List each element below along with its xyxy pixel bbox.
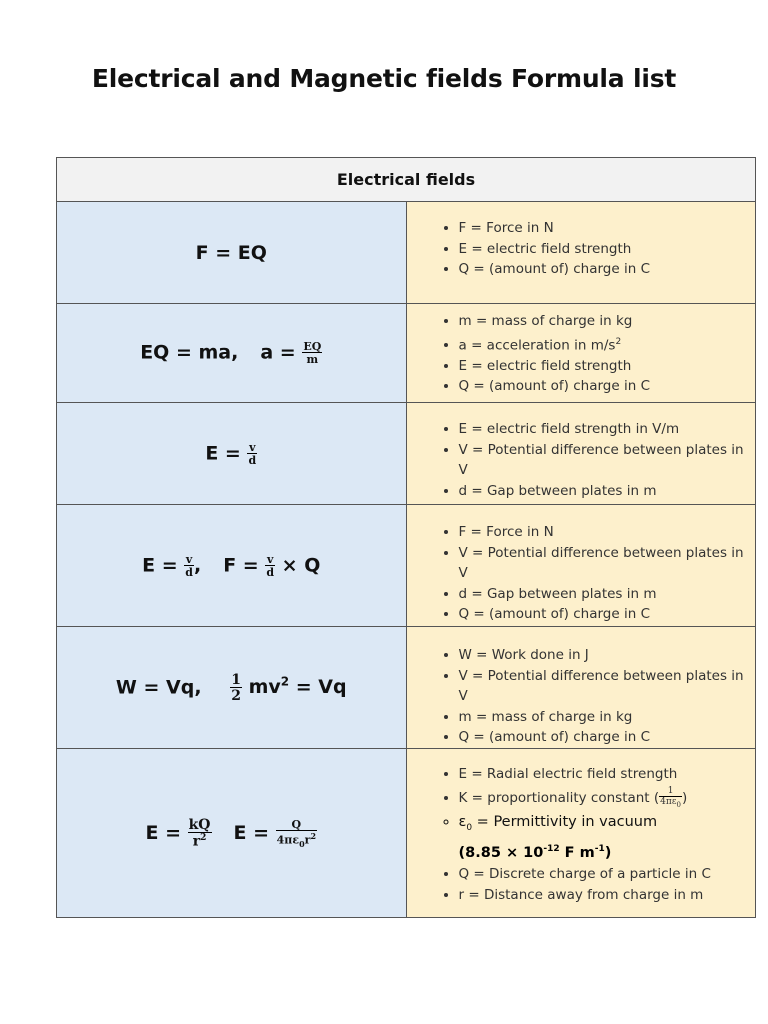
list-item: • F = Force in N bbox=[459, 218, 756, 239]
list-item: • V = Potential difference between plates in V bbox=[459, 666, 756, 707]
list-item: • m = mass of charge in kg bbox=[459, 311, 756, 332]
definition-list bbox=[407, 627, 756, 748]
list-item: • Q = (amount of) charge in C bbox=[459, 604, 756, 625]
list-item: • m = mass of charge in kg bbox=[459, 707, 756, 728]
formula-cell: E = $\frac{v}{d}$ , F = $\frac{v}{d}$ × Q bbox=[57, 505, 407, 627]
formula-text: E = bbox=[233, 821, 270, 844]
list-item: • Q = (amount of) charge in C bbox=[459, 259, 756, 280]
list-item: • F = Force in N bbox=[459, 522, 756, 543]
fraction: $\frac{1}{2}$ bbox=[231, 671, 241, 704]
table-row bbox=[57, 202, 756, 304]
definition-cell bbox=[406, 403, 756, 505]
formula-text: $mv^2 = Vq$ bbox=[248, 674, 347, 698]
table-row bbox=[57, 627, 756, 749]
formula-table bbox=[56, 157, 756, 918]
list-item: • d = Gap between plates in m bbox=[459, 584, 756, 605]
fraction: $\frac{1}{4\pi\varepsilon_0}$ bbox=[660, 785, 681, 809]
formula-text: F = bbox=[223, 554, 259, 576]
list-item: • E = electric field strength bbox=[459, 239, 756, 260]
formula-text: EQ = ma, bbox=[140, 341, 239, 364]
list-item: • r = Distance away from charge in m bbox=[459, 885, 756, 906]
formula-text: W = Vq, bbox=[115, 676, 202, 698]
table-row bbox=[57, 749, 756, 918]
table-header-row bbox=[57, 158, 756, 202]
definition-cell bbox=[406, 202, 756, 304]
definition-list bbox=[407, 403, 756, 501]
formula-text: × Q bbox=[281, 554, 321, 576]
formula-cell bbox=[57, 304, 407, 403]
page-title: Electrical and Magnetic fields Formula list bbox=[91, 64, 677, 93]
fraction: $\frac{v}{d}$ bbox=[248, 440, 257, 467]
fraction: $\frac{v}{d}$ bbox=[266, 552, 275, 579]
formula-cell bbox=[57, 403, 407, 505]
definition-cell bbox=[406, 304, 756, 403]
list-item: • a = acceleration in $m/s^2$ bbox=[459, 332, 756, 356]
list-item: • E = Radial electric field strength bbox=[459, 764, 756, 785]
formula-cell bbox=[57, 749, 407, 918]
list-item: • Q = (amount of) charge in C bbox=[459, 376, 756, 397]
table-row bbox=[57, 304, 756, 403]
fraction: $\frac{v}{d}$ bbox=[185, 552, 193, 579]
formula-text: E = bbox=[145, 821, 181, 844]
formula-cell bbox=[57, 202, 407, 304]
list-item: • V = Potential difference between plates in V bbox=[459, 440, 756, 481]
definition-list bbox=[407, 749, 756, 905]
definition-list bbox=[407, 304, 756, 397]
list-item: • d = Gap between plates in m bbox=[459, 481, 756, 502]
table-row bbox=[57, 505, 756, 627]
permittivity-value: ($8.85 \times 10^{-12}$ F $m^{-1}$) bbox=[458, 844, 612, 862]
list-item: • E = electric field strength bbox=[459, 356, 756, 377]
definition-cell bbox=[406, 505, 756, 627]
formula-cell bbox=[57, 627, 407, 749]
definition-cell bbox=[406, 749, 756, 918]
table-row bbox=[57, 403, 756, 505]
list-item: • Q = Discrete charge of a particle in C bbox=[459, 864, 756, 885]
list-item: • E = electric field strength in V/m bbox=[459, 419, 756, 440]
definition-list bbox=[407, 202, 756, 280]
formula-text: E = bbox=[205, 442, 241, 464]
list-item: • W = Work done in J bbox=[459, 645, 756, 666]
definition-list bbox=[407, 505, 756, 625]
list-item: • Q = (amount of) charge in C bbox=[459, 727, 756, 748]
formula-text: E = bbox=[142, 554, 178, 576]
formula-text: a = bbox=[260, 341, 296, 364]
list-item: • K = proportionality constant ( $\frac{1}{4\pi\varepsilon_0}$ ) bbox=[459, 785, 756, 811]
list-item: • V = Potential difference between plates in V bbox=[459, 543, 756, 584]
fraction: $\frac{Q}{4\pi\varepsilon_0r^2}$ bbox=[276, 817, 317, 849]
definition-cell bbox=[406, 627, 756, 749]
fraction: $\frac{kQ}{r^2}$ bbox=[188, 816, 211, 850]
list-item: ◦ $\varepsilon_0$ = Permittivity in vacuum ($8.85 \times 10^{-12}$ F $m^{-1}$) bbox=[459, 811, 756, 865]
fraction: $\frac{EQ}{m}$ bbox=[303, 340, 322, 366]
formula-text: F = EQ bbox=[195, 241, 267, 264]
table-header: Electrical fields bbox=[57, 158, 756, 202]
